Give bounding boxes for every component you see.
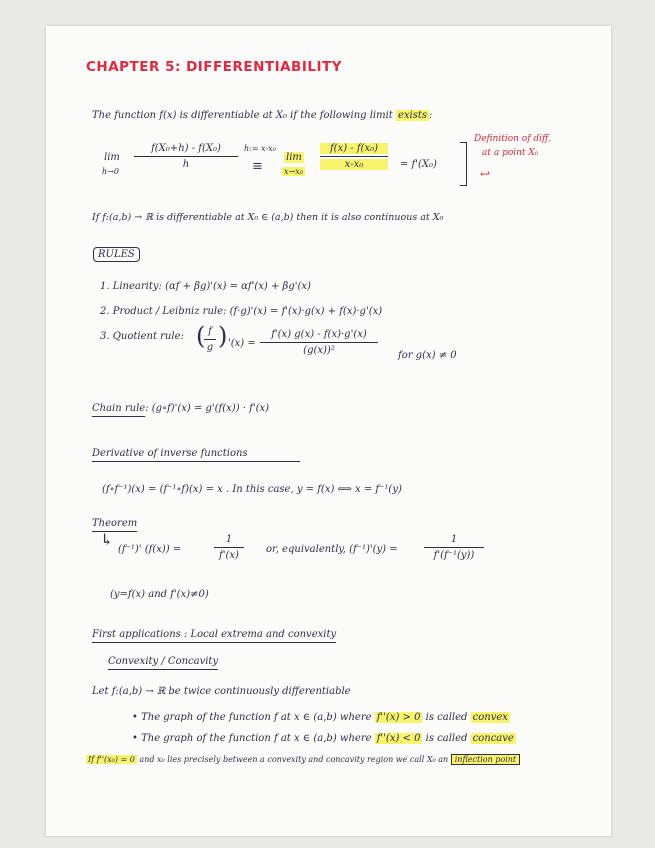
quotient-den: (g(x))² bbox=[303, 345, 335, 356]
convexity-subheading: Convexity / Concavity bbox=[108, 656, 218, 670]
fraction-bar bbox=[214, 547, 244, 548]
convexity-subheading-wrap bbox=[108, 656, 218, 667]
inflection-condition: If f''(x₀) = 0 bbox=[88, 755, 135, 764]
convex-bullet bbox=[132, 712, 510, 723]
applications-intro: Let f:(a,b) → ℝ be twice continuously differentiable bbox=[92, 686, 351, 697]
convex-mid: is called bbox=[425, 712, 468, 723]
theorem-label-wrap bbox=[92, 518, 137, 529]
den-1: h bbox=[182, 159, 190, 170]
convex-bullet-text: • The graph of the function f at x ∈ (a,b) where bbox=[132, 712, 372, 723]
inverse-identity: (f∘f⁻¹)(x) = (f⁻¹∘f)(x) = x . In this case, y = f(x) ⟺ x = f⁻¹(y) bbox=[102, 484, 402, 495]
lim-1-sub: h→0 bbox=[102, 167, 119, 176]
chain-rule-label: Chain rule bbox=[92, 403, 145, 417]
theorem-label: Theorem bbox=[92, 518, 137, 532]
rule-product: 2. Product / Leibniz rule: (f·g)'(x) = f'(x)·g(x) + f(x)·g'(x) bbox=[100, 306, 383, 317]
fraction-bar bbox=[320, 156, 388, 157]
curved-arrow-icon: ↩ bbox=[480, 167, 491, 181]
rules-label: RULES bbox=[93, 247, 140, 262]
side-note-1: Definition of diff. bbox=[474, 134, 552, 144]
intro-suffix: : bbox=[429, 110, 433, 121]
quotient-lhs-num: f bbox=[208, 326, 212, 337]
side-note-2: at a point X₀ bbox=[482, 148, 539, 158]
concave-condition: f''(x) < 0 bbox=[376, 733, 421, 744]
num-1: f(X₀+h) - f(X₀) bbox=[151, 143, 221, 154]
theorem-frac2-num: 1 bbox=[450, 534, 458, 545]
fraction-bar bbox=[204, 339, 216, 340]
theorem-frac1-num: 1 bbox=[225, 534, 233, 545]
fraction-bar bbox=[260, 342, 378, 343]
den-2: x-x₀ bbox=[320, 159, 388, 170]
equivalence-symbol: ≡ bbox=[252, 159, 263, 174]
quotient-lhs-fraction bbox=[204, 326, 216, 353]
continuity-statement: If f:(a,b) → ℝ is differentiable at X₀ ∈ (a,b) then it is also continuous at X₀ bbox=[92, 212, 444, 223]
quotient-num: f'(x) g(x) - f(x)·g'(x) bbox=[271, 329, 367, 340]
open-paren: ( bbox=[196, 322, 206, 350]
difference-quotient-h bbox=[134, 143, 238, 170]
convex-term: convex bbox=[472, 712, 508, 723]
bracket bbox=[460, 142, 467, 186]
intro-line bbox=[92, 110, 432, 121]
chain-rule-line bbox=[92, 403, 269, 414]
applications-heading: First applications : Local extrema and convexity bbox=[92, 629, 336, 643]
quotient-rhs-fraction bbox=[260, 329, 378, 356]
theorem-frac1-den: f'(x) bbox=[219, 550, 239, 561]
inflection-term: inflection point bbox=[451, 754, 520, 765]
intro-text: The function f(x) is differentiable at X₀ if the following limit bbox=[92, 110, 393, 121]
h-definition: h:= x-x₀ bbox=[244, 144, 276, 153]
lim-1: lim bbox=[104, 152, 120, 163]
concave-term: concave bbox=[472, 733, 514, 744]
theorem-frac2-den: f'(f⁻¹(y)) bbox=[433, 550, 475, 561]
chain-rule-formula: : (g∘f)'(x) = g'(f(x)) · f'(x) bbox=[145, 403, 270, 414]
num-2: f(x) - f(x₀) bbox=[320, 143, 388, 154]
inflection-mid: and x₀ lies precisely between a convexity and concavity region we call X₀ an bbox=[139, 755, 449, 764]
intro-highlight: exists bbox=[398, 110, 428, 121]
page-title: CHAPTER 5: DIFFERENTIABILITY bbox=[86, 59, 342, 75]
rule-linearity: 1. Linearity: (αf + βg)'(x) = αf'(x) + βg'(x) bbox=[100, 281, 311, 292]
inflection-line bbox=[86, 755, 520, 764]
concave-bullet bbox=[132, 733, 516, 744]
concave-mid: is called bbox=[425, 733, 468, 744]
hook-arrow-icon: ↳ bbox=[100, 530, 114, 549]
theorem-fraction-2 bbox=[424, 534, 484, 561]
quotient-lhs-den: g bbox=[206, 342, 214, 353]
notes-page bbox=[46, 26, 611, 836]
limit-result: = f'(X₀) bbox=[400, 159, 437, 170]
concave-bullet-text: • The graph of the function f at x ∈ (a,b) where bbox=[132, 733, 372, 744]
quotient-lhs-tail: '(x) = bbox=[228, 338, 256, 349]
fraction-bar bbox=[134, 156, 238, 157]
lim-2-sub: x→x₀ bbox=[284, 167, 303, 176]
convex-condition: f''(x) > 0 bbox=[376, 712, 421, 723]
applications-heading-wrap bbox=[92, 629, 336, 640]
theorem-condition: (y=f(x) and f'(x)≠0) bbox=[110, 589, 209, 600]
inverse-heading-text: Derivative of inverse functions bbox=[92, 448, 300, 462]
close-paren: ) bbox=[218, 322, 228, 350]
rule-quotient-label: 3. Quotient rule: bbox=[100, 331, 184, 342]
theorem-fraction-1 bbox=[214, 534, 244, 561]
lim-2: lim bbox=[286, 152, 302, 163]
theorem-lhs: (f⁻¹)' (f(x)) = bbox=[118, 544, 182, 555]
difference-quotient-x bbox=[320, 143, 388, 170]
quotient-condition: for g(x) ≠ 0 bbox=[398, 350, 457, 361]
inverse-heading bbox=[92, 448, 300, 459]
theorem-middle: or, equivalently, (f⁻¹)'(y) = bbox=[266, 544, 398, 555]
fraction-bar bbox=[424, 547, 484, 548]
